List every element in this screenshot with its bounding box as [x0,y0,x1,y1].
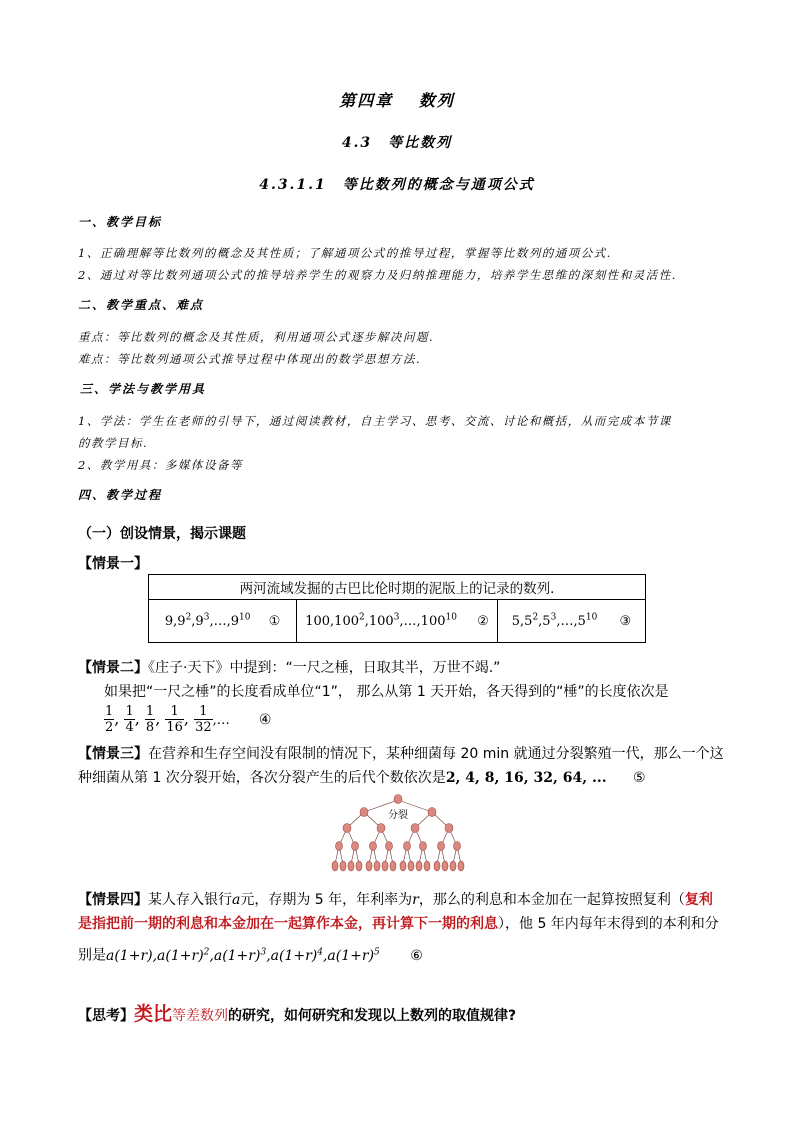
var-a: a [232,892,241,908]
keypoint-key: 重点：等比数列的概念及其性质，利用通项公式逐步解决问题. [78,330,435,344]
scene3-line-2 [78,766,646,790]
scene4-label: 【情景四】 [78,892,148,908]
fraction-5: $\frac{1}{32}$ [195,704,212,735]
fraction-3: $\frac{1}{8}$ [145,704,155,735]
fraction-ellipsis: ,… [212,713,230,728]
methods-heading: 三、学法与教学用具 [80,382,207,396]
think-question: 的研究，如何研究和发现以上数列的取值规律? [228,1008,517,1024]
methods-line-2: 的教学目标. [78,436,149,450]
babylon-table [148,574,646,643]
scene4-line-3 [78,940,423,968]
scene3-text-1: 在营养和生存空间没有限制的情况下，某种细菌每 20 min 就通过分裂繁殖一代，那么一个这 [148,746,724,762]
scene4-text-1b: 元，存期为 5 年，年利率为 [240,892,413,908]
methods-line-3: 2、教学用具：多媒体设备等 [78,458,243,472]
table-cell-sequence-1: $9,9^2,9^3,\dots,9^{10}$ ① [149,600,297,643]
scene2-line-1 [78,656,500,680]
scene3-line-1 [78,742,724,766]
scene3-label: 【情景三】 [78,746,148,762]
think-label: 【思考】 [78,1008,134,1024]
fraction-4: $\frac{1}{16}$ [166,704,183,735]
table-cell-sequence-2: 100,100$^2$,100$^3$,…,100$^{10}$ ② [297,600,498,643]
scene4-text-2b: ），他 5 年内每年末得到的本利和分 [498,916,719,932]
table-cell-sequence-3: $5,5^2,5^3,\dots,5^{10}$ ③ [497,600,645,643]
topic-word: 等差数列 [172,1008,229,1024]
fraction-sequence: $\frac{1}{2}$ , $\frac{1}{4}$ , $\frac{1}{8}$ , $\frac{1}{16}$ , $\frac{1}{32}$ ,… ④ [105,704,272,735]
process-heading: 四、教学过程 [78,488,163,502]
compound-interest-sequence: $a(1+r),a(1+r)^2,a(1+r)^3,a(1+r)^4,a(1+r)^5$ [106,947,380,964]
fraction-2: $\frac{1}{4}$ [125,704,134,735]
scene2-text-1: 《庄子·天下》中提到：“一尺之棰，日取其半，万世不竭.” [148,660,501,676]
bacteria-division-figure [330,792,466,876]
scene3-text-2: 种细菌从第 1 次分裂开始，各次分裂产生的后代个数依次是 [78,770,446,786]
chapter-title: 第四章 数列 [339,91,455,110]
subsection-title: 4.3.1.1 等比数列的概念与通项公式 [259,177,535,193]
goals-item-2: 2、通过对等比数列通项公式的推导培养学生的观察力及归纳推理能力，培养学生思维的深刻性和灵活性. [78,268,677,282]
var-r: r [412,892,419,908]
fraction-1: $\frac{1}{2}$ [105,704,114,735]
keypoints-heading: 二、教学重点、难点 [78,298,205,312]
compound-interest-definition: 是指把前一期的利息和本金加在一起算作本金，再计算下一期的利息 [78,916,498,932]
scene4-text-1a: 某人存入银行 [148,892,232,908]
keypoint-hard: 难点：等比数列通项公式推导过程中体现出的数学思想方法. [78,352,422,366]
compound-interest-term: 复利 [684,892,713,908]
scene1-label: 【情景一】 [78,556,148,572]
mark-3: ③ [619,614,632,630]
mark-1: ① [268,614,281,630]
mark-5: ⑤ [633,770,646,786]
mark-2: ② [477,614,489,630]
scene4-text-1c: ，那么的利息和本金加在一起算按照复利（ [418,892,685,908]
scene2-label: 【情景二】 [78,660,148,676]
mark-6: ⑥ [410,947,423,964]
section-title: 4.3 等比数列 [341,135,453,151]
scene4-line-1 [78,888,713,912]
table-header: 两河流域发掘的古巴比伦时期的泥版上的记录的数列. [149,575,646,600]
goals-item-1: 1、正确理解等比数列的概念及其性质；了解通项公式的推导过程，掌握等比数列的通项公式. [78,246,612,260]
scene4-line-2 [78,912,719,936]
think-line [78,1002,516,1028]
mark-4: ④ [258,712,272,728]
scene2-text-2: 如果把“一尺之棰”的长度看成单位“1”， 那么从第 1 天开始，各天得到的“棰”的长度依次是 [104,684,669,700]
methods-line-1: 1、学法：学生在老师的引导下，通过阅读教材，自主学习、思考、交流、讨论和概括，从而完成本节课 [78,414,672,428]
part-one-heading: （一）创设情景，揭示课题 [78,526,246,542]
scene3-sequence: 2, 4, 8, 16, 32, 64, ... [445,770,607,786]
analogy-word: 类比 [134,1003,173,1025]
goals-heading: 一、教学目标 [78,215,163,229]
scene4-text-3a: 别是 [78,947,106,964]
division-label: 分裂 [388,810,408,821]
